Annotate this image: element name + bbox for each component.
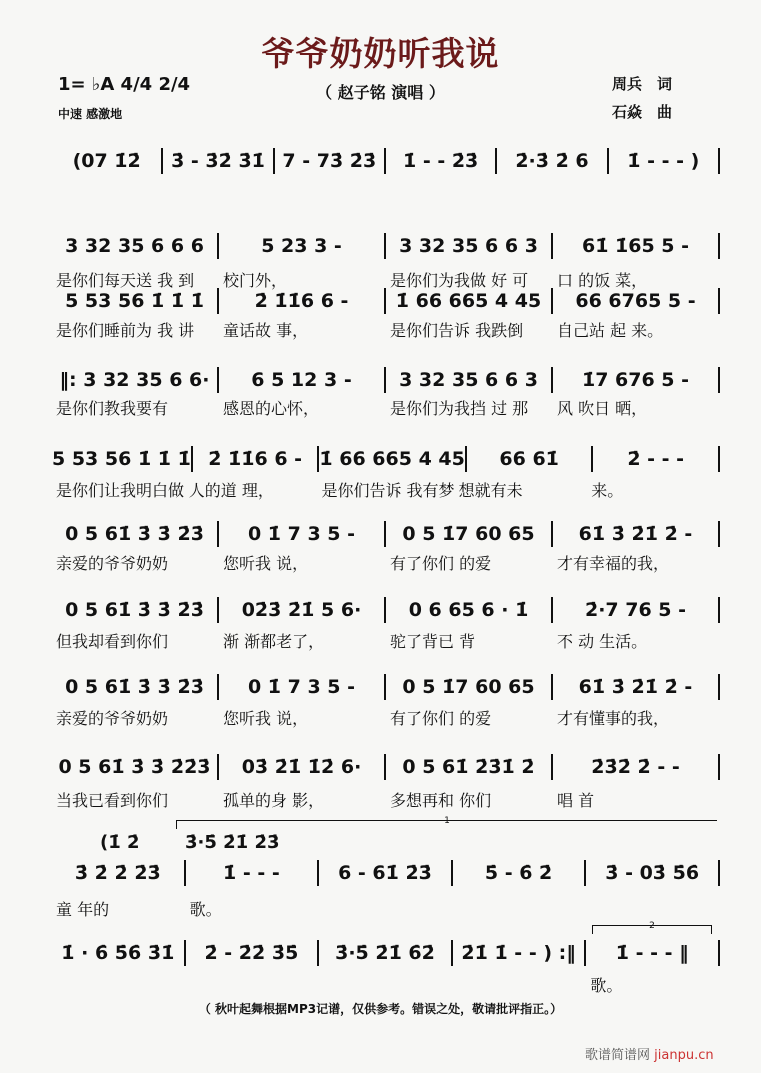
measure: 0 5 1̇7 60 65 xyxy=(402,676,535,698)
lyric-segment: 风 吹日 晒， xyxy=(557,399,648,418)
measure: 0 1̇ 7 3 5 - xyxy=(247,523,356,545)
notation-row xyxy=(52,446,720,472)
notation-row xyxy=(52,521,720,547)
lyric-segment: 不 动 生活。 xyxy=(557,632,648,651)
measure: 66 6765 5 - xyxy=(575,290,696,312)
bar-line xyxy=(718,860,720,886)
measure: 3̇ 2̇ 2̇ 2̇3̇ xyxy=(74,862,161,884)
measure: 3 32 35 6 6 3 xyxy=(399,369,538,391)
measure: 2̇ 1̇1̇6 6 - xyxy=(254,290,349,312)
lyric-segment: 是你们让我明白做 xyxy=(56,481,185,500)
lyric-segment xyxy=(453,973,587,996)
measure: 66 61̇ xyxy=(499,448,559,470)
measure: 0 1̇ 7 3 5 - xyxy=(247,676,356,698)
lyric-segment: 是你们睡前为 我 讲 xyxy=(56,321,195,340)
measure: 2̇ - 2̇2̇ 3̇5̇ xyxy=(204,942,299,964)
lyrics-row xyxy=(52,897,720,920)
bar-line xyxy=(718,940,720,966)
lyric-segment: 亲爱的爷爷奶奶 xyxy=(56,554,169,573)
measure: (07 1̇2̇ xyxy=(72,150,141,172)
lyric-segment: 校门外， xyxy=(223,271,288,290)
lyrics-row xyxy=(52,478,720,501)
measure: 1̇ 66 665 4 45 xyxy=(319,448,465,470)
lyric-segment: 是你们为我挡 过 那 xyxy=(390,399,529,418)
measure: 02̇3̇ 2̇1̇ 5 6· xyxy=(241,599,362,621)
measure: 2̇ - - - xyxy=(627,448,685,470)
lyric-segment: 是你们告诉 我跌倒 xyxy=(390,321,524,340)
lyric-segment: 驼了背已 背 xyxy=(390,632,476,651)
lyric-segment: 是你们告诉 我有梦 xyxy=(321,481,455,500)
measure: 0 6 65 6 · 1̇ xyxy=(408,599,529,621)
lyric-segment xyxy=(319,973,453,996)
measure: 0 5 61̇ 3̇ 3̇ 2̇3̇ xyxy=(65,599,204,621)
measure: 2̇ 1̇1̇6 6 - xyxy=(208,448,303,470)
measure: 1̇ - - - ) xyxy=(627,150,700,172)
measure: 61̇ 3̇ 2̇1̇ 2̇ - xyxy=(578,676,693,698)
measure: 1̇ - - - ‖ xyxy=(615,942,689,964)
watermark xyxy=(585,1044,714,1063)
lyrics-row xyxy=(52,629,720,652)
lyric-segment: 是你们教我要有 xyxy=(56,399,169,418)
measure: 03̇ 2̇1̇ 1̇2̇ 6· xyxy=(241,756,362,778)
bar-line xyxy=(718,148,720,174)
lyric-segment: 才有懂事的我， xyxy=(557,709,670,728)
measure: 0 5 61̇ 3̇ 3̇ 2̇3̇ xyxy=(65,523,204,545)
bar-line xyxy=(718,597,720,623)
lyric-segment: 想就有未 xyxy=(458,481,523,500)
lyric-segment: 童话故 事， xyxy=(223,321,309,340)
lyric-segment: 来。 xyxy=(591,481,624,500)
lyric-segment: 人的道 理， xyxy=(188,481,274,500)
lyric-segment: 感恩的心怀， xyxy=(223,399,320,418)
lyric-segment: 有了你们 的爱 xyxy=(390,554,492,573)
notation-row xyxy=(52,597,720,623)
measure: 1̇ - - 2̇3̇ xyxy=(403,150,479,172)
notation-row xyxy=(52,288,720,314)
lyrics-row xyxy=(52,551,720,574)
bar-line xyxy=(718,233,720,259)
measure: 1̇7 676 5 - xyxy=(581,369,690,391)
bar-line xyxy=(718,367,720,393)
lyricist: 周兵 词 xyxy=(612,75,673,93)
bar-line xyxy=(718,288,720,314)
measure: 5̇ - 6̇ 2̇ xyxy=(484,862,553,884)
measure: 61̇ 1̇65 5 - xyxy=(581,235,690,257)
lyric-segment: 孤单的身 影， xyxy=(223,791,325,810)
measure: 1̇ 66 665 4 45 xyxy=(395,290,542,312)
lyrics-row xyxy=(52,706,720,729)
lyrics-row xyxy=(52,973,720,996)
measure: 3̇ - 3̇2̇ 3̇1̇ xyxy=(171,150,265,172)
lyrics-row xyxy=(52,318,720,341)
lyric-segment: 渐 渐都老了， xyxy=(223,632,325,651)
measure: 0 5 61̇ 2̇3̇1̇ 2̇ xyxy=(402,756,535,778)
measure: 3 32 35 6 6 3 xyxy=(399,235,538,257)
pickup-notes: (1̇ 2̇ xyxy=(100,832,140,853)
lyric-segment: 是你们为我做 好 可 xyxy=(390,271,529,290)
volta-2: 2 xyxy=(592,925,712,934)
measure: 2̇·7 76 5 - xyxy=(584,599,687,621)
lyric-segment xyxy=(319,897,453,920)
measure: 3 32 35 6 6 6 xyxy=(65,235,204,257)
volta-1: 1 xyxy=(176,820,717,829)
measure: 6 - 61̇ 2̇3̇ xyxy=(338,862,432,884)
lyrics-row xyxy=(52,788,720,811)
measure: 3̇ - 03̇ 5̇6̇ xyxy=(605,862,700,884)
notation-row xyxy=(52,754,720,780)
measure: 2̇1̇ 1̇ - - ) :‖ xyxy=(461,942,576,964)
lyric-segment: 有了你们 的爱 xyxy=(390,709,492,728)
credits xyxy=(612,70,672,126)
lyric-segment xyxy=(52,973,186,996)
lyric-segment: 唱 首 xyxy=(557,791,595,810)
lyric-segment xyxy=(586,897,720,920)
watermark-url: jianpu.cn xyxy=(654,1048,714,1063)
measure: 1̇ - - - xyxy=(223,862,280,884)
bar-line xyxy=(718,754,720,780)
key-signature: 1= ♭A 4/4 2/4 xyxy=(58,74,191,95)
lyric-segment: 口 的饭 菜， xyxy=(557,271,648,290)
bar-line xyxy=(718,674,720,700)
lyric-segment: 当我已看到你们 xyxy=(56,791,169,810)
lyric-segment: 多想再和 你们 xyxy=(390,791,492,810)
measure: 2̇3̇2̇ 2̇ - - xyxy=(591,756,680,778)
measure: 61̇ 3̇ 2̇1̇ 2̇ - xyxy=(578,523,693,545)
singer: （ 赵子铭 演唱 ） xyxy=(316,83,445,102)
song-title: 爷爷奶奶听我说 xyxy=(261,34,500,73)
measure: 7 - 73̇ 2̇3̇ xyxy=(282,150,377,172)
measure: 2̇·3̇ 2̇ 6 xyxy=(515,150,589,172)
lyric-segment: 童 年的 xyxy=(56,900,110,919)
measure: 5 23 3 - xyxy=(261,235,342,257)
measure: 6 5 12 3 - xyxy=(251,369,352,391)
measure: 0 5 1̇7 60 65 xyxy=(402,523,535,545)
measure: 0 5 61̇ 3̇ 3̇ 2̇3̇ xyxy=(65,676,204,698)
lyric-segment: 歌。 xyxy=(189,900,222,919)
lyric-segment: 您听我 说， xyxy=(223,709,309,728)
lyric-segment: 自己站 起 来。 xyxy=(557,321,664,340)
watermark-text: 歌谱简谱网 xyxy=(585,1048,651,1063)
lyric-segment: 亲爱的爷爷奶奶 xyxy=(56,709,169,728)
bar-line xyxy=(718,446,720,472)
tempo-marking: 中速 感激地 xyxy=(58,107,123,121)
notation-row xyxy=(52,674,720,700)
lyric-segment xyxy=(453,897,587,920)
measure: ‖: 3 32 35 6 6· xyxy=(59,369,210,391)
notation-row xyxy=(52,148,720,174)
lyric-segment xyxy=(186,973,320,996)
notation-row xyxy=(52,367,720,393)
lyrics-row xyxy=(52,396,720,419)
composer: 石焱 曲 xyxy=(612,103,673,121)
measure: 1̇ · 6̇ 5̇6̇ 3̇1̇ xyxy=(61,942,175,964)
notation-row xyxy=(52,233,720,259)
notation-row xyxy=(52,860,720,886)
footnote: （ 秋叶起舞根据MP3记谱，仅供参考。错误之处，敬请批评指正。） xyxy=(198,1002,563,1016)
bar-line xyxy=(718,521,720,547)
measure: 3̇·5̇ 2̇1̇ 6̇2̇ xyxy=(335,942,435,964)
lyric-segment: 您听我 说， xyxy=(223,554,309,573)
lyric-segment: 是你们每天送 我 到 xyxy=(56,271,195,290)
measure: 5 53 56 1̇ 1̇ 1̇ xyxy=(65,290,204,312)
notation-row xyxy=(52,940,720,966)
measure: 0 5 61̇ 3̇ 3̇ 2̇2̇3̇ xyxy=(58,756,211,778)
lyric-segment: 但我却看到你们 xyxy=(56,632,169,651)
measure: 5 53 56 1̇ 1̇ 1̇ xyxy=(52,448,191,470)
alternate-notes: 3̇·5̇ 2̇1̇ 2̇3̇ xyxy=(185,832,280,853)
lyric-segment: 歌。 xyxy=(590,976,623,995)
lyric-segment: 才有幸福的我， xyxy=(557,554,670,573)
